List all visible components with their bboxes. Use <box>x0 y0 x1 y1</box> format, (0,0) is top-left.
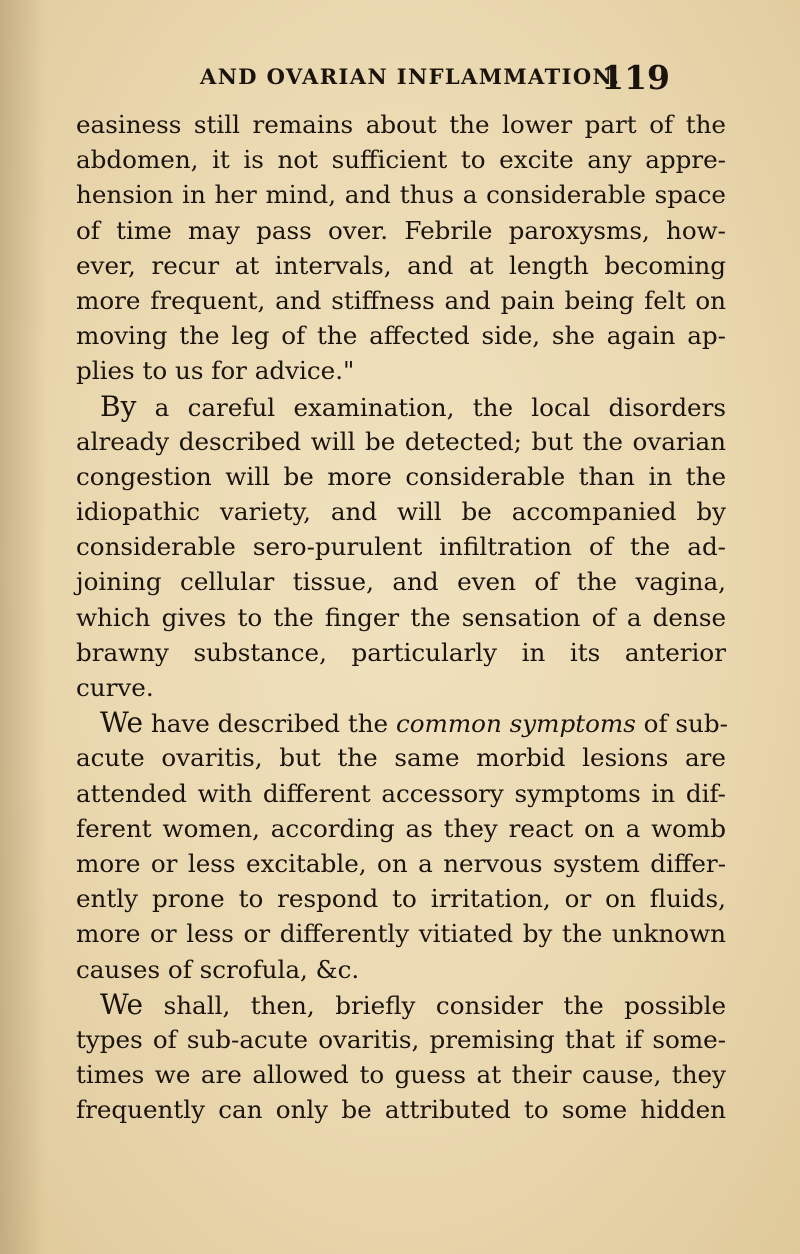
text-line <box>76 213 726 248</box>
line-text: easiness still remains about the lower part of the <box>76 110 726 139</box>
line-text: joining cellular tissue, and even of the vagina, <box>76 567 726 597</box>
text-line <box>76 494 726 529</box>
line-text: acute ovaritis, but the same morbid lesions are <box>76 743 726 773</box>
spine-shadow <box>0 0 46 1254</box>
text-line <box>76 776 726 811</box>
text-line <box>76 318 726 353</box>
line-text: plies to us for advice." <box>76 356 355 386</box>
running-head <box>200 58 670 102</box>
line-text: idiopathic variety, and will be accompanied by <box>76 497 726 527</box>
line-text: curve. <box>76 673 154 702</box>
text-line <box>76 564 726 599</box>
line-text: ferent women, according as they react on a womb <box>76 813 726 843</box>
paragraph-lead-word: We <box>100 987 144 1021</box>
paragraph-lead-word: We <box>100 706 144 740</box>
line-text: times we are allowed to guess at their cause, they <box>76 1060 726 1090</box>
text-line <box>76 142 726 177</box>
line-text: frequently can only be attributed to some hidden <box>76 1095 726 1125</box>
text-line <box>76 353 726 388</box>
line-text: more frequent, and stiffness and pain being felt on <box>76 285 726 315</box>
line-text: more or less or differently vitiated by the unknown <box>76 919 726 949</box>
emphasized-text: common symptoms <box>395 709 636 739</box>
line-text: congestion will be more considerable than in the <box>76 461 726 491</box>
line-text: have described the <box>143 709 396 739</box>
line-text: hension in her mind, and thus a considerable space <box>76 180 726 210</box>
line-text: already described will be detected; but the ovarian <box>76 426 726 456</box>
line-text: ently prone to respond to irritation, or on fluids, <box>76 884 726 914</box>
text-line <box>76 459 726 494</box>
line-text: shall, then, briefly consider the possible <box>143 990 726 1020</box>
text-line <box>76 529 726 564</box>
text-line <box>76 389 726 424</box>
line-text: abdomen, it is not sufficient to excite any appre- <box>76 145 726 175</box>
text-line <box>76 881 726 916</box>
text-line <box>76 1022 726 1057</box>
line-text: attended with different accessory symptoms in dif- <box>76 778 726 808</box>
running-title: AND OVARIAN INFLAMMATION. <box>200 64 621 89</box>
text-line <box>76 987 726 1022</box>
text-line <box>76 670 726 705</box>
line-text: a careful examination, the local disorders <box>136 392 726 422</box>
text-line <box>76 952 726 987</box>
text-line <box>76 635 726 670</box>
line-text: types of sub-acute ovaritis, premising that if some- <box>76 1024 726 1054</box>
line-text: brawny substance, particularly in its anterior <box>76 637 726 667</box>
text-line <box>76 811 726 846</box>
line-text: ever, recur at intervals, and at length becoming <box>76 250 726 280</box>
text-line <box>76 1092 726 1127</box>
paragraph-lead-word: By <box>100 389 137 423</box>
text-line <box>76 705 726 740</box>
text-line <box>76 424 726 459</box>
line-text-after: of sub- <box>635 709 728 739</box>
page-number: 119 <box>601 58 670 97</box>
text-line <box>76 916 726 951</box>
text-line <box>76 600 726 635</box>
text-line <box>76 283 726 318</box>
text-line <box>76 740 726 775</box>
line-text: moving the leg of the affected side, she again ap- <box>76 321 726 351</box>
body-text <box>76 107 726 1127</box>
text-line <box>76 248 726 283</box>
text-line <box>76 846 726 881</box>
line-text: which gives to the finger the sensation of a dense <box>76 602 726 632</box>
line-text: of time may pass over. Febrile paroxysms, how- <box>76 215 726 245</box>
text-line <box>76 177 726 212</box>
line-text: causes of scrofula, &c. <box>76 954 360 984</box>
line-text: considerable sero-purulent infiltration of the ad- <box>76 532 726 562</box>
line-text: more or less excitable, on a nervous system differ- <box>76 848 726 878</box>
text-line <box>76 107 726 142</box>
text-line <box>76 1057 726 1092</box>
